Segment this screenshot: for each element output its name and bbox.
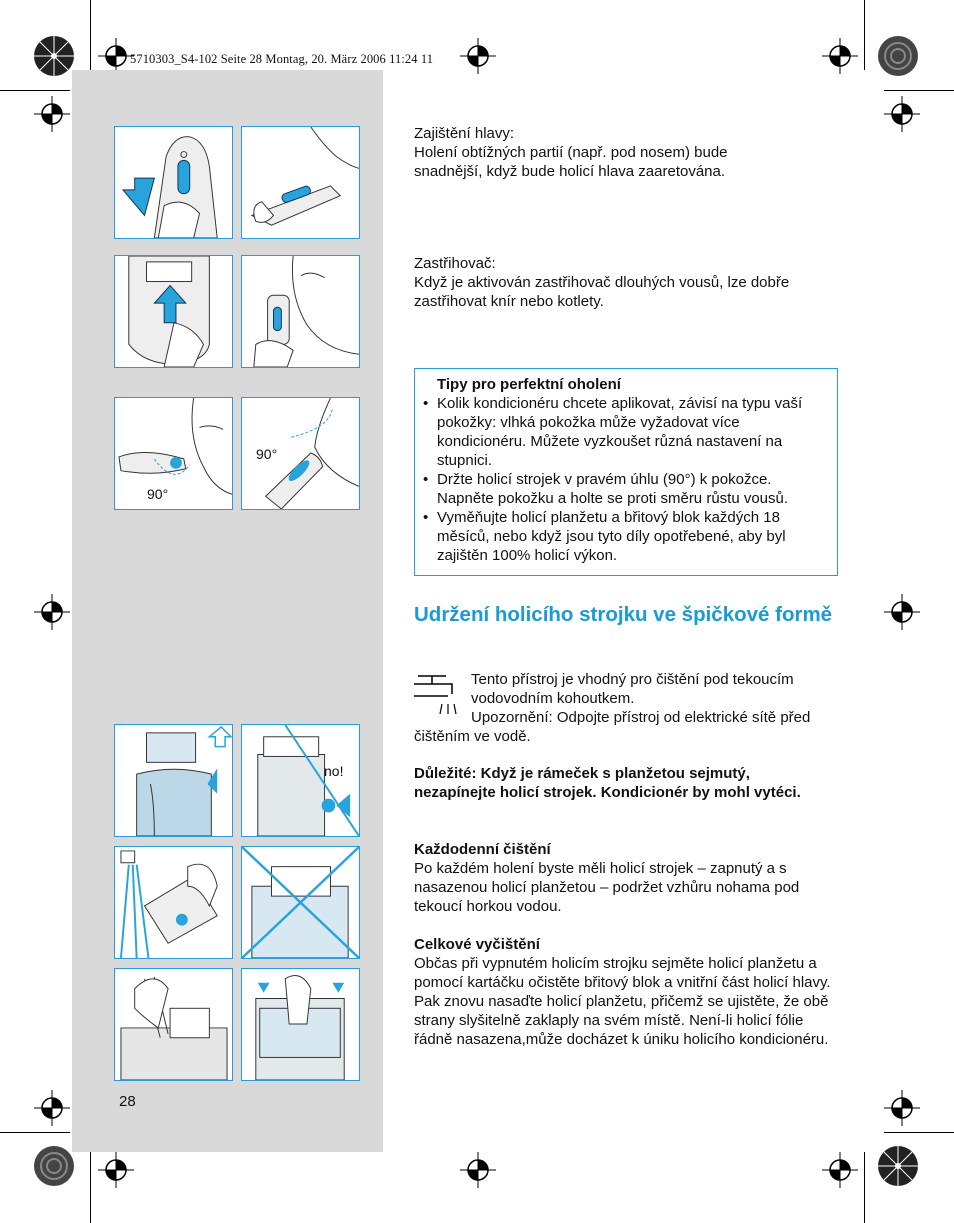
tap-intro	[471, 670, 841, 708]
illustration-brush-cutter	[114, 968, 233, 1081]
tips-list	[423, 394, 831, 565]
registration-mark	[98, 38, 134, 74]
section-title: Celkové vyčištění	[414, 936, 540, 953]
illustration-rinse	[114, 846, 233, 959]
crop-line	[0, 1132, 70, 1133]
illustration-remove-foil	[114, 724, 233, 837]
registration-mark	[884, 96, 920, 132]
illustration-lock-head	[114, 126, 233, 239]
crop-line	[90, 1152, 91, 1223]
starburst-mark	[876, 1144, 920, 1188]
registration-mark	[98, 1152, 134, 1188]
registration-mark	[460, 1152, 496, 1188]
tips-item: • Vyměňujte holicí planžetu a břitový blok každých 18 měsíců, nebo když jsou tyto díly opotřebené, aby byl zajištěn 100% holicí výkon.	[423, 508, 831, 565]
section-trimmer	[414, 254, 814, 311]
section-heading: Udržení holicího strojku ve špičkové formě	[414, 603, 833, 626]
crop-line	[864, 1152, 865, 1223]
starburst-mark	[32, 34, 76, 78]
tips-box	[414, 368, 838, 576]
crop-line	[90, 0, 91, 70]
registration-mark	[34, 96, 70, 132]
registration-mark	[460, 38, 496, 74]
illustration-angle-left	[114, 397, 233, 510]
crop-line	[884, 1132, 954, 1133]
tips-item: • Držte holicí strojek v pravém úhlu (90°) k pokožce. Napněte pokožku a holte se proti směru růstu vousů.	[423, 470, 831, 508]
angle-label: 90°	[147, 486, 169, 502]
section-body: Občas při vypnutém holicím strojku sejměte holicí planžetu a pomocí kartáčku očistěte břitový blok a vnitřní část holicí hlavy. Pak znovu nasaďte holicí planžetu, přičemž se ujistěte, že obě strany slyšitelně zaklaply na svém místě. Není-li holicí fólie řádně nasazena,může docházet k úniku holicího kondicionéru.	[414, 955, 831, 1048]
important-text: Důležité: Když je rámeček s planžetou sejmutý, nezapínejte holicí strojek. Kondicionér by mohl vytéci.	[414, 765, 801, 801]
section-body: Holení obtížných partií (např. pod nosem) bude snadnější, když bude holicí hlava zaaretována.	[414, 144, 728, 180]
tap-intro-text: Tento přístroj je vhodný pro čištění pod tekoucím vodovodním kohoutkem.	[471, 671, 794, 707]
no-label: no!	[324, 763, 344, 779]
page-number: 28	[119, 1093, 136, 1110]
tips-title: Tipy pro perfektní oholení	[437, 376, 621, 393]
crop-line	[0, 90, 70, 91]
starburst-mark	[876, 34, 920, 78]
tap-warning	[414, 708, 844, 746]
illustration-trimming-sideburns	[241, 255, 360, 368]
illustration-trimmer-activate	[114, 255, 233, 368]
illustration-attach-foil	[241, 968, 360, 1081]
registration-mark	[822, 38, 858, 74]
registration-mark	[34, 594, 70, 630]
section-title: Každodenní čištění	[414, 841, 551, 858]
registration-mark	[34, 1090, 70, 1126]
registration-mark	[884, 594, 920, 630]
starburst-mark	[32, 1144, 76, 1188]
illustration-angle-right	[241, 397, 360, 510]
section-full	[414, 935, 834, 1049]
section-title: Zajištění hlavy:	[414, 125, 515, 142]
registration-mark	[884, 1090, 920, 1126]
section-head-lock	[414, 124, 794, 181]
section-title: Zastřihovač:	[414, 255, 496, 272]
tap-warning-text: Upozornění: Odpojte přístroj od elektrické sítě před čištěním ve vodě.	[414, 709, 811, 745]
tips-item: • Kolik kondicionéru chcete aplikovat, závisí na typu vaší pokožky: vlhká pokožka může vyžadovat více kondicionéru. Můžete vyzkoušet různá nastavení na stupnici.	[423, 394, 831, 470]
important-note	[414, 764, 814, 802]
section-daily	[414, 840, 834, 916]
illustration-no-switch	[241, 724, 360, 837]
illustration-shaving-nose	[241, 126, 360, 239]
crop-line	[884, 90, 954, 91]
section-body: Když je aktivován zastřihovač dlouhých vousů, lze dobře zastřihovat knír nebo kotlety.	[414, 274, 790, 310]
angle-label: 90°	[256, 446, 278, 462]
illustration-no-brush-foil	[241, 846, 360, 959]
print-header: 5710303_S4-102 Seite 28 Montag, 20. März 2006 11:24 11	[130, 52, 434, 66]
registration-mark	[822, 1152, 858, 1188]
crop-line	[864, 0, 865, 70]
section-body: Po každém holení byste měli holicí strojek – zapnutý a s nasazenou holicí planžetou – podržet vzhůru nohama pod tekoucí horkou vodou.	[414, 860, 800, 915]
